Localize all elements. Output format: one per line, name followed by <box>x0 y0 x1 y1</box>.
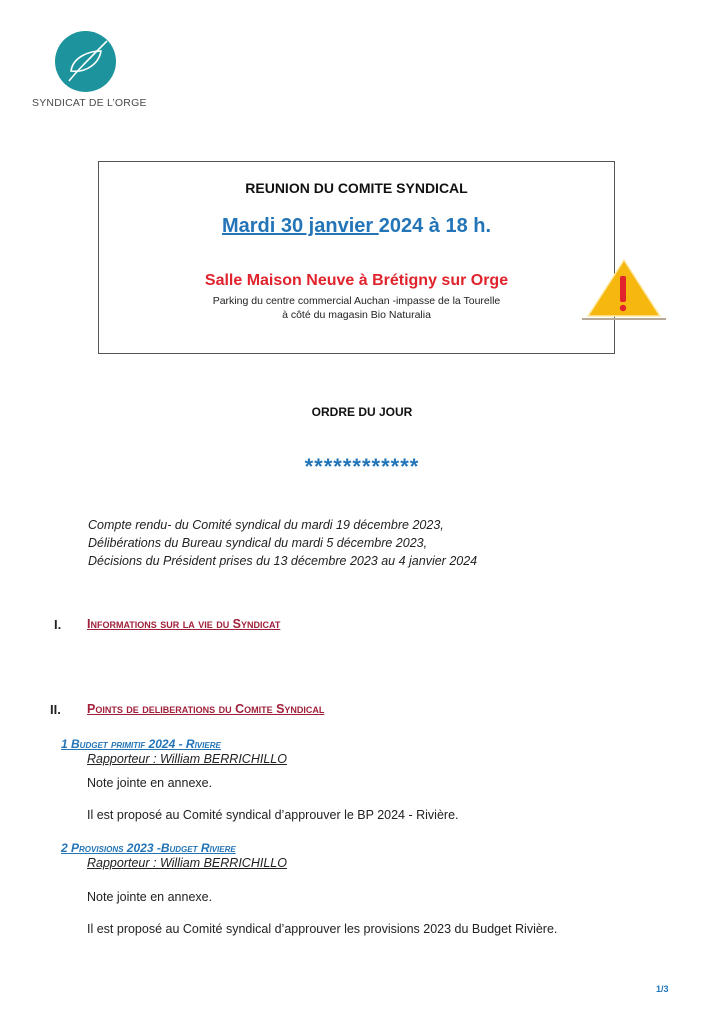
logo-emblem <box>55 31 116 92</box>
agenda-item-proposal: Il est proposé au Comité syndical d’approuver les provisions 2023 du Budget Rivière. <box>87 922 558 936</box>
intro-line: Décisions du Président prises du 13 décembre 2023 au 4 janvier 2024 <box>88 554 478 568</box>
meeting-address-line2: à côté du magasin Bio Naturalia <box>282 309 431 321</box>
agenda-item-proposal: Il est proposé au Comité syndical d’approuver le BP 2024 - Rivière. <box>87 808 459 822</box>
meeting-place: Salle Maison Neuve à Brétigny sur Orge <box>204 272 509 289</box>
section-title: Points de deliberations du Comite Syndical <box>87 702 325 716</box>
agenda-item-note: Note jointe en annexe. <box>87 776 213 790</box>
agenda-intro <box>88 516 477 570</box>
agenda-item-title: 1 Budget primitif 2024 - Riviere <box>61 737 221 751</box>
intro-line: Délibérations du Bureau syndical du mardi 5 décembre 2023, <box>88 536 428 550</box>
agenda-item-rapporteur: Rapporteur : William BERRICHILLO <box>87 752 287 766</box>
leaf-icon <box>55 31 116 92</box>
section-number: II. <box>50 702 61 717</box>
agenda-item-title: 2 Provisions 2023 -Budget Riviere <box>61 841 236 855</box>
logo-text: SYNDICAT DE L’ORGE <box>32 97 147 109</box>
agenda-item-note: Note jointe en annexe. <box>87 890 213 904</box>
meeting-date-day: Mardi 30 janvier <box>221 215 379 237</box>
meeting-address-line1: Parking du centre commercial Auchan -impasse de la Tourelle <box>212 295 501 307</box>
section-title: Informations sur la vie du Syndicat <box>87 617 281 631</box>
section-number: I. <box>54 617 62 632</box>
agenda-separator: ************ <box>304 454 420 479</box>
page-number: 1/3 <box>656 984 669 994</box>
meeting-date-time: 2024 à 18 h. <box>378 215 492 237</box>
intro-line: Compte rendu- du Comité syndical du mardi 19 décembre 2023, <box>88 518 444 532</box>
warning-triangle-icon <box>580 254 668 322</box>
meeting-date <box>98 215 615 238</box>
agenda-item-rapporteur: Rapporteur : William BERRICHILLO <box>87 856 287 870</box>
agenda-heading: ORDRE DU JOUR <box>311 405 413 419</box>
meeting-title: REUNION DU COMITE SYNDICAL <box>245 180 468 196</box>
